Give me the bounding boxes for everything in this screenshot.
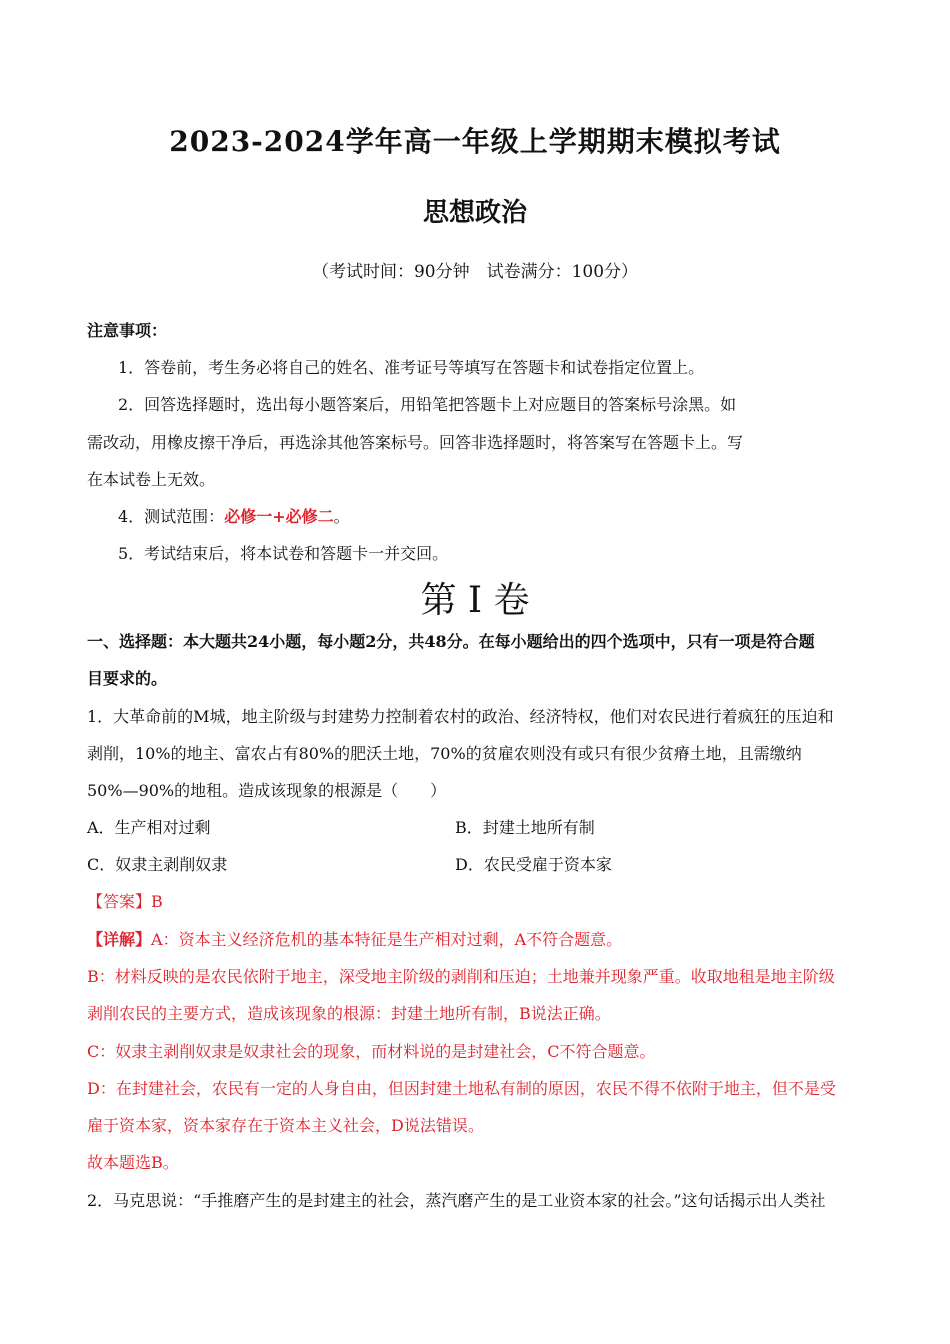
exam-title: 2023-2024学年高一年级上学期期末模拟考试	[169, 125, 781, 158]
note-item-5: 5．考试结束后，将本试卷和答题卡一并交回。	[118, 544, 449, 563]
q1-analysis-line-4: C：奴隶主剥削奴隶是奴隶社会的现象，而材料说的是封建社会，C不符合题意。	[87, 1042, 656, 1061]
test-range: 必修一+必修二	[224, 507, 334, 526]
q1-analysis-line-3: 剥削农民的主要方式，造成该现象的根源：封建土地所有制，B说法正确。	[87, 1004, 611, 1023]
q1-analysis-line-1	[87, 927, 622, 950]
q1-analysis-line-5: D：在封建社会，农民有一定的人身自由，但因封建土地私有制的原因，农民不得不依附于地主，但不是受	[87, 1079, 836, 1098]
q1-analysis-line-2: B：材料反映的是农民依附于地主，深受地主阶级的剥削和压迫；土地兼并现象严重。收取地租是地主阶级	[87, 967, 835, 986]
q1-option-b: B．封建土地所有制	[455, 818, 595, 837]
section-1-line-1: 一、选择题：本大题共24小题，每小题2分，共48分。在每小题给出的四个选项中，只有一项是符合题	[87, 632, 815, 651]
q1-conclusion: 故本题选B。	[87, 1153, 179, 1172]
notes-heading: 注意事项：	[87, 321, 168, 340]
q1-option-a: A．生产相对过剩	[87, 818, 211, 837]
q1-answer: 【答案】B	[87, 892, 163, 911]
analysis-label: 【详解】	[87, 930, 152, 949]
q2-stem-line-1: 2．马克思说：“手推磨产生的是封建主的社会，蒸汽磨产生的是工业资本家的社会。”这句话揭示出人类社	[87, 1191, 826, 1210]
note-item-1: 1．答卷前，考生务必将自己的姓名、准考证号等填写在答题卡和试卷指定位置上。	[118, 358, 705, 377]
exam-meta: （考试时间：90分钟 试卷满分：100分）	[311, 262, 639, 282]
q1-option-c: C．奴隶主剥削奴隶	[87, 855, 228, 874]
q1-stem-line-2: 剥削，10%的地主、富农占有80%的肥沃土地，70%的贫雇农则没有或只有很少贫瘠土地，且需缴纳	[87, 744, 802, 763]
note-item-4-prefix: 4．测试范围：	[118, 507, 225, 526]
q1-stem-line-3: 50%—90%的地租。造成该现象的根源是（ ）	[87, 781, 447, 800]
note-item-2-line-2: 需改动，用橡皮擦干净后，再选涂其他答案标号。回答非选择题时，将答案写在答题卡上。写	[87, 433, 744, 452]
section-1-line-2: 目要求的。	[87, 669, 168, 688]
subject-title: 思想政治	[422, 198, 527, 228]
analysis-a: A：资本主义经济危机的基本特征是生产相对过剩，A不符合题意。	[151, 930, 623, 949]
note-item-4-suffix: 。	[333, 507, 350, 526]
note-item-2-line-1: 2．回答选择题时，选出每小题答案后，用铅笔把答题卡上对应题目的答案标号涂黑。如	[118, 395, 737, 414]
note-item-2-line-3: 在本试卷上无效。	[87, 470, 216, 489]
q1-stem-line-1: 1．大革命前的M城，地主阶级与封建势力控制着农村的政治、经济特权，他们对农民进行着疯狂的压迫和	[87, 707, 834, 726]
q1-option-d: D．农民受雇于资本家	[455, 855, 612, 874]
q1-analysis-line-6: 雇于资本家，资本家存在于资本主义社会，D说法错误。	[87, 1116, 484, 1135]
note-item-4	[118, 504, 350, 527]
volume-title: 第 I 卷	[420, 580, 530, 621]
